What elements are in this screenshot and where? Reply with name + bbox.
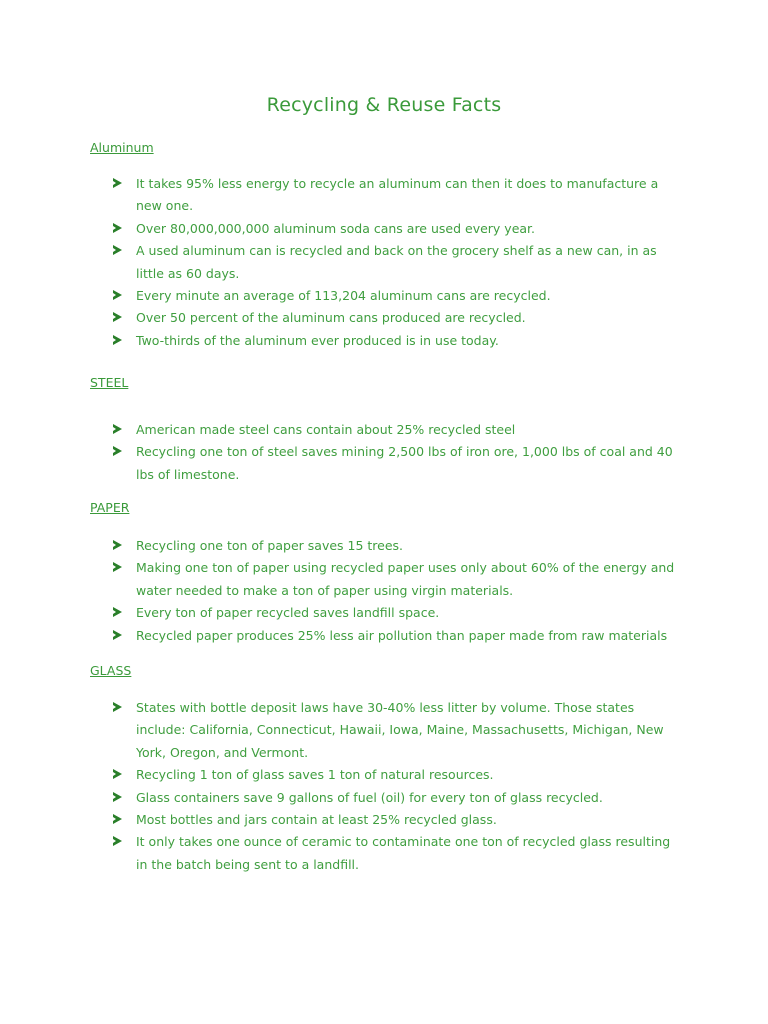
arrowhead-bullet-icon bbox=[113, 245, 122, 255]
page-title: Recycling & Reuse Facts bbox=[266, 94, 502, 116]
list-item bbox=[0, 764, 768, 786]
section-heading-steel: STEEL bbox=[90, 375, 129, 390]
list-item-text: It takes 95% less energy to recycle an aluminum can then it does to manufacture a new one. bbox=[136, 176, 659, 214]
arrowhead-bullet-icon bbox=[113, 630, 122, 640]
steel-facts-list bbox=[0, 419, 768, 486]
list-item bbox=[0, 218, 768, 240]
list-item bbox=[0, 697, 768, 764]
arrowhead-bullet-icon bbox=[113, 446, 122, 456]
list-item-text: Making one ton of paper using recycled paper uses only about 60% of the energy and water needed to make a ton of paper using virgin materials. bbox=[136, 560, 675, 598]
arrowhead-bullet-icon bbox=[113, 312, 122, 322]
list-item bbox=[0, 809, 768, 831]
list-item bbox=[0, 330, 768, 352]
arrowhead-bullet-icon bbox=[113, 792, 122, 802]
list-item-text: Every minute an average of 113,204 aluminum cans are recycled. bbox=[136, 288, 551, 304]
arrowhead-bullet-icon bbox=[113, 769, 122, 779]
list-item bbox=[0, 173, 768, 218]
list-item bbox=[0, 307, 768, 329]
list-item bbox=[0, 419, 768, 441]
list-item-text: Recycling one ton of paper saves 15 trees. bbox=[136, 538, 404, 553]
arrowhead-bullet-icon bbox=[113, 702, 122, 712]
list-item-text: Recycling 1 ton of glass saves 1 ton of natural resources. bbox=[136, 767, 494, 783]
list-item-text: Recycling one ton of steel saves mining 2,500 lbs of iron ore, 1,000 lbs of coal and 40 lbs of limestone. bbox=[136, 444, 673, 482]
list-item bbox=[0, 602, 768, 624]
arrowhead-bullet-icon bbox=[113, 540, 122, 550]
list-item-text: Recycled paper produces 25% less air pollution than paper made from raw materials bbox=[136, 627, 668, 643]
arrowhead-bullet-icon bbox=[113, 607, 122, 617]
list-item bbox=[0, 535, 768, 557]
aluminum-facts-list bbox=[0, 173, 768, 352]
list-item bbox=[0, 831, 768, 876]
list-item bbox=[0, 787, 768, 809]
list-item bbox=[0, 441, 768, 486]
arrowhead-bullet-icon bbox=[113, 424, 122, 434]
list-item-text: Two-thirds of the aluminum ever produced is in use today. bbox=[136, 332, 499, 348]
list-item-text: American made steel cans contain about 25% recycled steel bbox=[136, 422, 516, 437]
list-item-text: Over 80,000,000,000 aluminum soda cans are used every year. bbox=[136, 220, 536, 236]
list-item bbox=[0, 285, 768, 307]
section-heading-paper: PAPER bbox=[90, 500, 130, 515]
arrowhead-bullet-icon bbox=[113, 223, 122, 233]
list-item-text: States with bottle deposit laws have 30-40% less litter by volume. Those states include: California, Connecticut, Hawaii, Iowa, Maine, Massachusetts, Michigan, New York, Oregon, and Vermont. bbox=[136, 700, 664, 760]
list-item-text: It only takes one ounce of ceramic to contaminate one ton of recycled glass resulting in the batch being sent to a landfill. bbox=[136, 834, 671, 872]
arrowhead-bullet-icon bbox=[113, 335, 122, 345]
arrowhead-bullet-icon bbox=[113, 836, 122, 846]
list-item-text: Over 50 percent of the aluminum cans produced are recycled. bbox=[136, 310, 526, 326]
arrowhead-bullet-icon bbox=[113, 562, 122, 572]
section-heading-aluminum: Aluminum bbox=[90, 140, 154, 155]
arrowhead-bullet-icon bbox=[113, 178, 122, 188]
list-item-text: Most bottles and jars contain at least 25% recycled glass. bbox=[136, 812, 497, 828]
list-item-text: Glass containers save 9 gallons of fuel (oil) for every ton of glass recycled. bbox=[136, 789, 603, 805]
list-item-text: A used aluminum can is recycled and back on the grocery shelf as a new can, in as little as 60 days. bbox=[136, 243, 657, 281]
list-item bbox=[0, 240, 768, 285]
arrowhead-bullet-icon bbox=[113, 290, 122, 300]
list-item-text: Every ton of paper recycled saves landfill space. bbox=[136, 605, 440, 621]
list-item bbox=[0, 557, 768, 602]
list-item bbox=[0, 625, 768, 647]
section-heading-glass: GLASS bbox=[90, 663, 132, 678]
glass-facts-list bbox=[0, 697, 768, 876]
arrowhead-bullet-icon bbox=[113, 814, 122, 824]
paper-facts-list bbox=[0, 535, 768, 647]
